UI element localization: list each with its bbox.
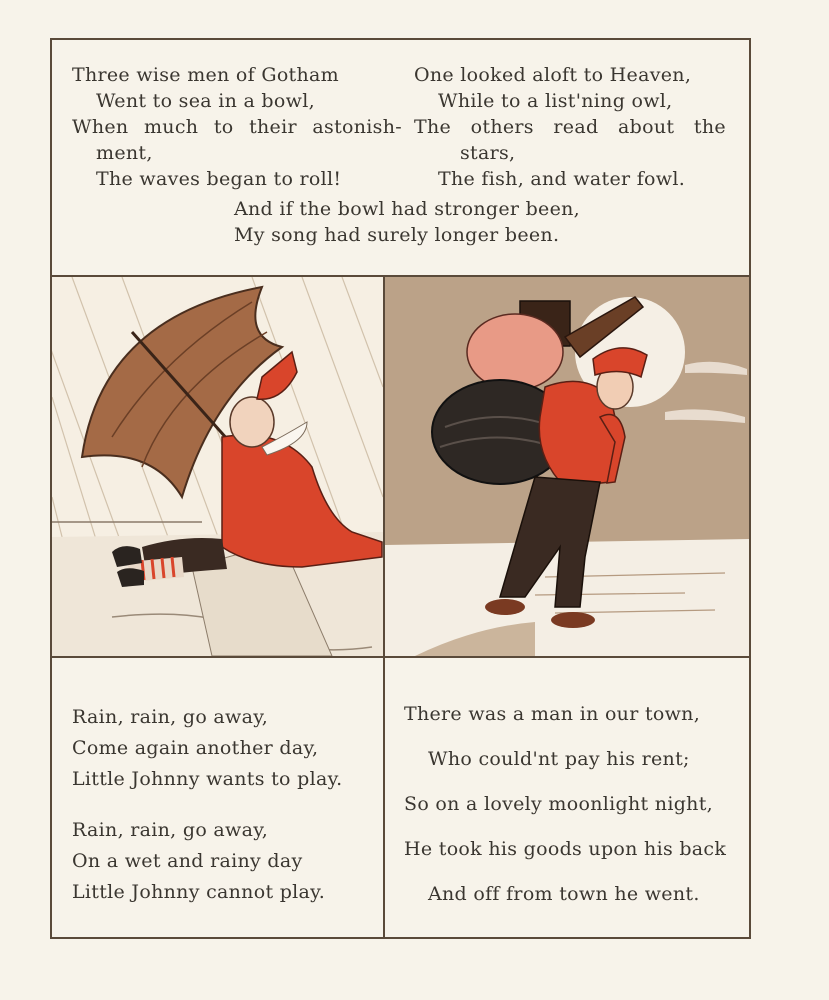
poem-line: ment, [96,142,153,164]
town-poem [404,692,744,917]
poem-word: their [249,116,297,138]
poem-line: And off from town he went. [428,883,700,905]
poem-word: The [414,116,452,138]
poem-line: There was a man in our town, [404,703,701,725]
gotham-poem-ending [234,196,634,248]
umbrella-boy-image [52,277,383,656]
poem-line: On a wet and rainy day [72,850,303,872]
poem-line [72,114,402,140]
poem-word: astonish- [312,116,402,138]
poem-line: My song had surely longer been. [234,224,560,246]
poem-word: read [553,116,599,138]
poem-line: Who could'nt pay his rent; [428,748,690,770]
poem-line: Rain, rain, go away, [72,706,269,728]
poem-line: The fish, and water fowl. [438,168,686,190]
poem-line: Went to sea in a bowl, [96,90,315,112]
stanza-gap [72,795,377,815]
rain-poem [72,702,377,908]
poem-line: stars, [460,142,516,164]
poem-word: to [213,116,234,138]
poem-word: When [72,116,129,138]
poem-line: The waves began to roll! [96,168,342,190]
poem-line: He took his goods upon his back [404,838,727,860]
man-with-goods-image [385,277,749,656]
poem-word: others [470,116,534,138]
poem-line: So on a lovely moonlight night, [404,793,713,815]
poem-word: the [693,116,726,138]
poem-line: Little Johnny wants to play. [72,768,343,790]
illustration-umbrella-boy [52,277,383,656]
poem-line: One looked aloft to Heaven, [414,64,692,86]
gotham-poem-left [72,62,402,192]
poem-word: much [143,116,199,138]
illustration-man-with-goods [385,277,749,656]
poem-line [414,114,726,140]
poem-line: While to a list'ning owl, [438,90,673,112]
gotham-poem-right [414,62,726,192]
divider-middle [50,656,751,658]
poem-line: Three wise men of Gotham [72,64,339,86]
poem-word: about [618,116,675,138]
poem-line: Little Johnny cannot play. [72,881,326,903]
poem-line: And if the bowl had stronger been, [234,198,581,220]
poem-line: Come again another day, [72,737,319,759]
poem-line: Rain, rain, go away, [72,819,269,841]
